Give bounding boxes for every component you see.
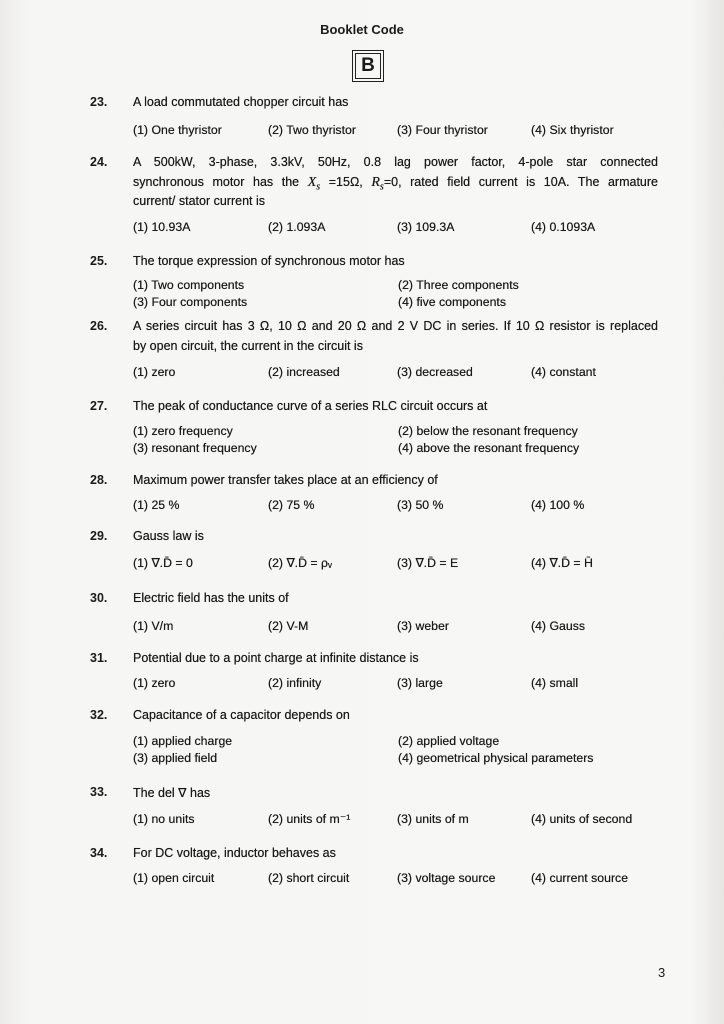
question-text-line xyxy=(133,319,658,333)
text-segment: Maximum power transfer takes place at an efficiency of xyxy=(133,473,438,487)
question-text-line xyxy=(133,529,658,543)
answer-option-2[interactable]: (2) 75 % xyxy=(268,498,315,512)
question-text-line xyxy=(133,339,658,353)
answer-option-1[interactable]: (1) 25 % xyxy=(133,498,180,512)
answer-option-3[interactable]: (3) decreased xyxy=(397,365,473,379)
question-text-line xyxy=(133,473,658,487)
answer-option-1[interactable]: (1) 10.93A xyxy=(133,220,191,234)
text-segment: Gauss law is xyxy=(133,529,204,543)
answer-option-2[interactable]: (2) units of m⁻¹ xyxy=(268,812,351,826)
answer-option-3[interactable]: (3) units of m xyxy=(397,812,469,826)
question-text-line xyxy=(133,194,658,208)
math-variable: R xyxy=(371,174,380,190)
booklet-code-label: Booklet Code xyxy=(320,22,404,37)
answer-option-4[interactable]: (4) five components xyxy=(398,295,506,309)
answer-option-2[interactable]: (2) 1.093A xyxy=(268,220,326,234)
question-text-line xyxy=(133,175,658,193)
answer-option-4[interactable]: (4) Gauss xyxy=(531,619,585,633)
question-number: 34. xyxy=(90,846,108,860)
answer-option-3[interactable]: (3) Four thyristor xyxy=(397,123,488,137)
answer-option-2[interactable]: (2) infinity xyxy=(268,676,322,690)
text-segment: current/ stator current is xyxy=(133,194,265,208)
answer-option-1[interactable]: (1) zero xyxy=(133,676,176,690)
question-number: 25. xyxy=(90,254,108,268)
question-number: 31. xyxy=(90,651,108,665)
answer-option-4[interactable]: (4) constant xyxy=(531,365,596,379)
answer-option-4[interactable]: (4) above the resonant frequency xyxy=(398,441,580,455)
text-segment: synchronous motor has the xyxy=(133,174,308,189)
text-segment: A series circuit has 3 Ω, 10 Ω and 20 Ω and 2 V DC in series. If 10 Ω resistor is replaced xyxy=(133,319,658,333)
question-number: 28. xyxy=(90,473,108,487)
math-subscript: s xyxy=(379,181,384,192)
answer-option-4[interactable]: (4) 0.1093A xyxy=(531,220,596,234)
answer-option-4[interactable]: (4) units of second xyxy=(531,812,633,826)
answer-option-2[interactable]: (2) Three components xyxy=(398,278,519,292)
answer-option-3[interactable]: (3) voltage source xyxy=(397,871,496,885)
question-text-line xyxy=(133,591,658,605)
answer-option-4[interactable]: (4) Six thyristor xyxy=(531,123,614,137)
question-number: 32. xyxy=(90,708,108,722)
text-segment: For DC voltage, inductor behaves as xyxy=(133,846,336,860)
text-segment: Potential due to a point charge at infinite distance is xyxy=(133,651,419,665)
answer-option-3[interactable]: (3) weber xyxy=(397,619,449,633)
answer-option-2[interactable]: (2) ∇.D̄ = ρᵥ xyxy=(268,556,332,570)
text-segment: The peak of conductance curve of a series RLC circuit occurs at xyxy=(133,399,488,413)
question-text-line xyxy=(133,155,658,169)
answer-option-2[interactable]: (2) short circuit xyxy=(268,871,350,885)
answer-option-3[interactable]: (3) Four components xyxy=(133,295,248,309)
answer-option-1[interactable]: (1) zero xyxy=(133,365,176,379)
question-number: 30. xyxy=(90,591,108,605)
text-segment: =15Ω, xyxy=(320,174,372,189)
answer-option-1[interactable]: (1) no units xyxy=(133,812,195,826)
question-text-line xyxy=(133,785,658,800)
text-segment: Electric field has the units of xyxy=(133,591,289,605)
question-text-line xyxy=(133,846,658,860)
question-number: 24. xyxy=(90,155,108,169)
question-text-line xyxy=(133,399,658,413)
answer-option-1[interactable]: (1) zero frequency xyxy=(133,424,233,438)
question-number: 26. xyxy=(90,319,108,333)
answer-option-2[interactable]: (2) below the resonant frequency xyxy=(398,424,578,438)
text-segment: by open circuit, the current in the circuit is xyxy=(133,338,363,353)
answer-option-3[interactable]: (3) large xyxy=(397,676,443,690)
page-number: 3 xyxy=(658,965,666,980)
text-segment: The torque expression of synchronous motor has xyxy=(133,254,405,268)
question-text-line xyxy=(133,254,658,268)
text-segment: Capacitance of a capacitor depends on xyxy=(133,708,350,722)
answer-option-4[interactable]: (4) current source xyxy=(531,871,629,885)
question-text-line xyxy=(133,95,658,109)
booklet-code-box: B xyxy=(352,50,384,82)
answer-option-3[interactable]: (3) applied field xyxy=(133,751,218,765)
question-text-line xyxy=(133,651,658,665)
answer-option-1[interactable]: (1) applied charge xyxy=(133,734,233,748)
text-segment: The del ∇ has xyxy=(133,786,211,800)
question-number: 29. xyxy=(90,529,108,543)
answer-option-3[interactable]: (3) ∇.D̄ = E xyxy=(397,556,459,570)
answer-option-4[interactable]: (4) geometrical physical parameters xyxy=(398,751,594,765)
answer-option-4[interactable]: (4) 100 % xyxy=(531,498,585,512)
answer-option-2[interactable]: (2) Two thyristor xyxy=(268,123,356,137)
answer-option-3[interactable]: (3) 50 % xyxy=(397,498,444,512)
answer-option-1[interactable]: (1) V/m xyxy=(133,619,174,633)
question-number: 27. xyxy=(90,399,108,413)
answer-option-4[interactable]: (4) small xyxy=(531,676,579,690)
answer-option-1[interactable]: (1) Two components xyxy=(133,278,245,292)
question-text-line xyxy=(133,708,658,722)
math-subscript: s xyxy=(316,181,321,192)
text-segment: =0, rated field current is 10A. The armature xyxy=(383,174,659,189)
answer-option-3[interactable]: (3) resonant frequency xyxy=(133,441,257,455)
answer-option-3[interactable]: (3) 109.3A xyxy=(397,220,455,234)
answer-option-2[interactable]: (2) applied voltage xyxy=(398,734,500,748)
text-segment: A 500kW, 3-phase, 3.3kV, 50Hz, 0.8 lag power factor, 4-pole star connected xyxy=(133,155,658,169)
question-number: 23. xyxy=(90,95,108,109)
answer-option-1[interactable]: (1) open circuit xyxy=(133,871,215,885)
answer-option-2[interactable]: (2) increased xyxy=(268,365,340,379)
text-segment: A load commutated chopper circuit has xyxy=(133,95,349,109)
math-variable: X xyxy=(307,174,317,190)
answer-option-1[interactable]: (1) One thyristor xyxy=(133,123,222,137)
question-number: 33. xyxy=(90,785,108,799)
answer-option-1[interactable]: (1) ∇.D̄ = 0 xyxy=(133,556,193,570)
answer-option-2[interactable]: (2) V-M xyxy=(268,619,309,633)
answer-option-4[interactable]: (4) ∇.D̄ = H̄ xyxy=(531,556,593,570)
